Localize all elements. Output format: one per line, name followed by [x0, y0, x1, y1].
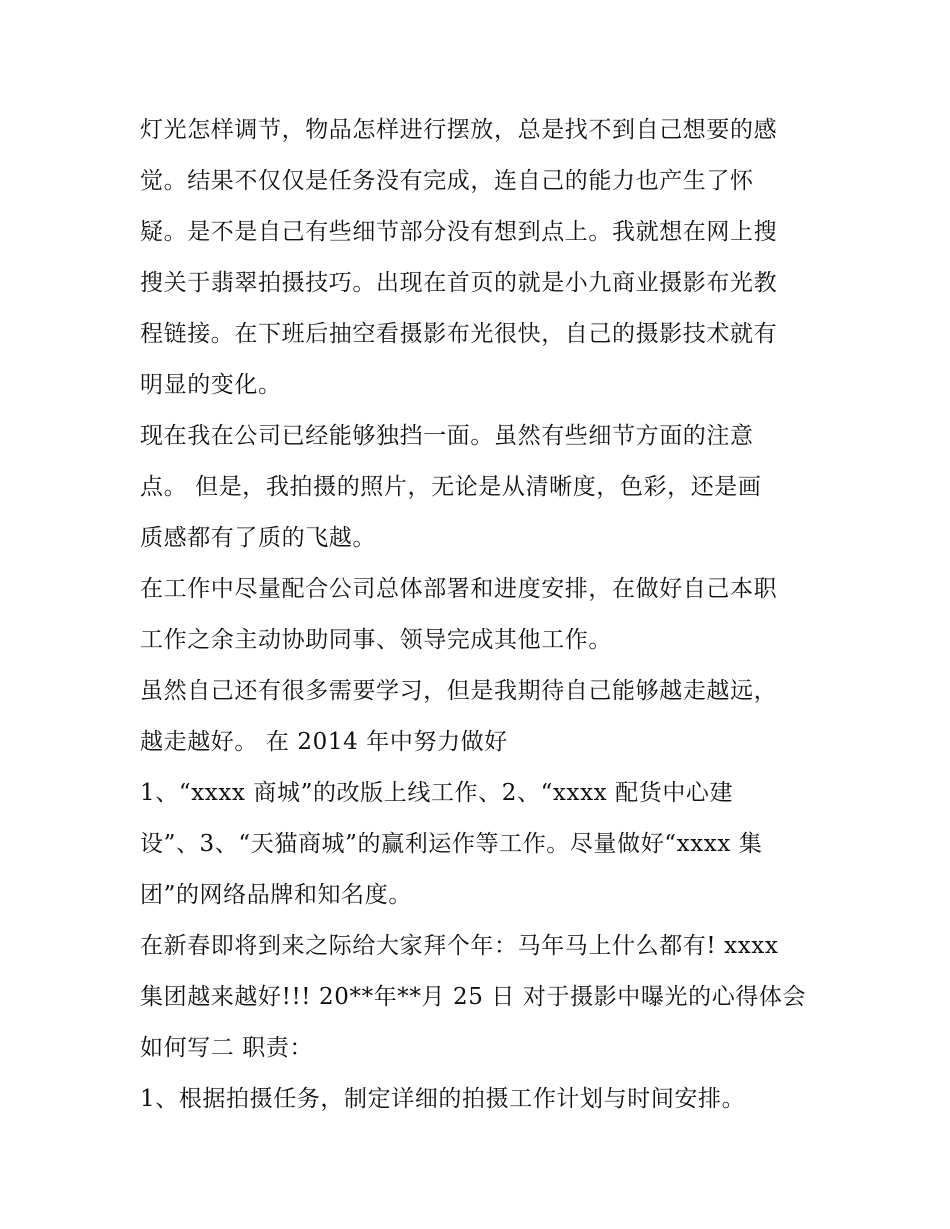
text-line: 点。 但是，我拍摄的照片，无论是从清晰度，色彩，还是画 [140, 474, 762, 500]
text-line: 质感都有了质的飞越。 [140, 525, 376, 551]
text-line: 团”的网络品牌和知名度。 [140, 882, 412, 908]
text-line: 搜关于翡翠拍摄技巧。出现在首页的就是小九商业摄影布光教 [140, 270, 778, 296]
text-line: 1、“xxxx 商城”的改版上线工作、2、“xxxx 配货中心建 [140, 780, 734, 806]
text-line: 疑。是不是自己有些细节部分没有想到点上。我就想在网上搜 [140, 219, 778, 245]
text-line: 觉。结果不仅仅是任务没有完成，连自己的能力也产生了怀 [140, 168, 754, 194]
text-line: 工作之余主动协助同事、领导完成其他工作。 [140, 627, 612, 653]
text-line: 1、根据拍摄任务，制定详细的拍摄工作计划与时间安排。 [140, 1086, 746, 1112]
text-line: 在工作中尽量配合公司总体部署和进度安排，在做好自己本职 [140, 576, 778, 602]
text-line: 程链接。在下班后抽空看摄影布光很快，自己的摄影技术就有 [140, 321, 778, 347]
text-line: 在新春即将到来之际给大家拜个年：马年马上什么都有! xxxx [140, 933, 779, 959]
text-line: 设”、3、“天猫商城”的赢利运作等工作。尽量做好“xxxx 集 [140, 831, 763, 857]
text-line: 灯光怎样调节，物品怎样进行摆放，总是找不到自己想要的感 [140, 117, 778, 143]
text-line: 明显的变化。 [140, 372, 282, 398]
text-line: 如何写二 职责： [140, 1035, 314, 1061]
text-line: 集团越来越好!!! 20**年**月 25 日 对于摄影中曝光的心得体会 [140, 984, 807, 1010]
text-line: 越走越好。 在 2014 年中努力做好 [140, 729, 508, 755]
text-line: 虽然自己还有很多需要学习，但是我期待自己能够越走越远， [140, 678, 778, 704]
text-line: 现在我在公司已经能够独挡一面。虽然有些细节方面的注意 [140, 423, 754, 449]
